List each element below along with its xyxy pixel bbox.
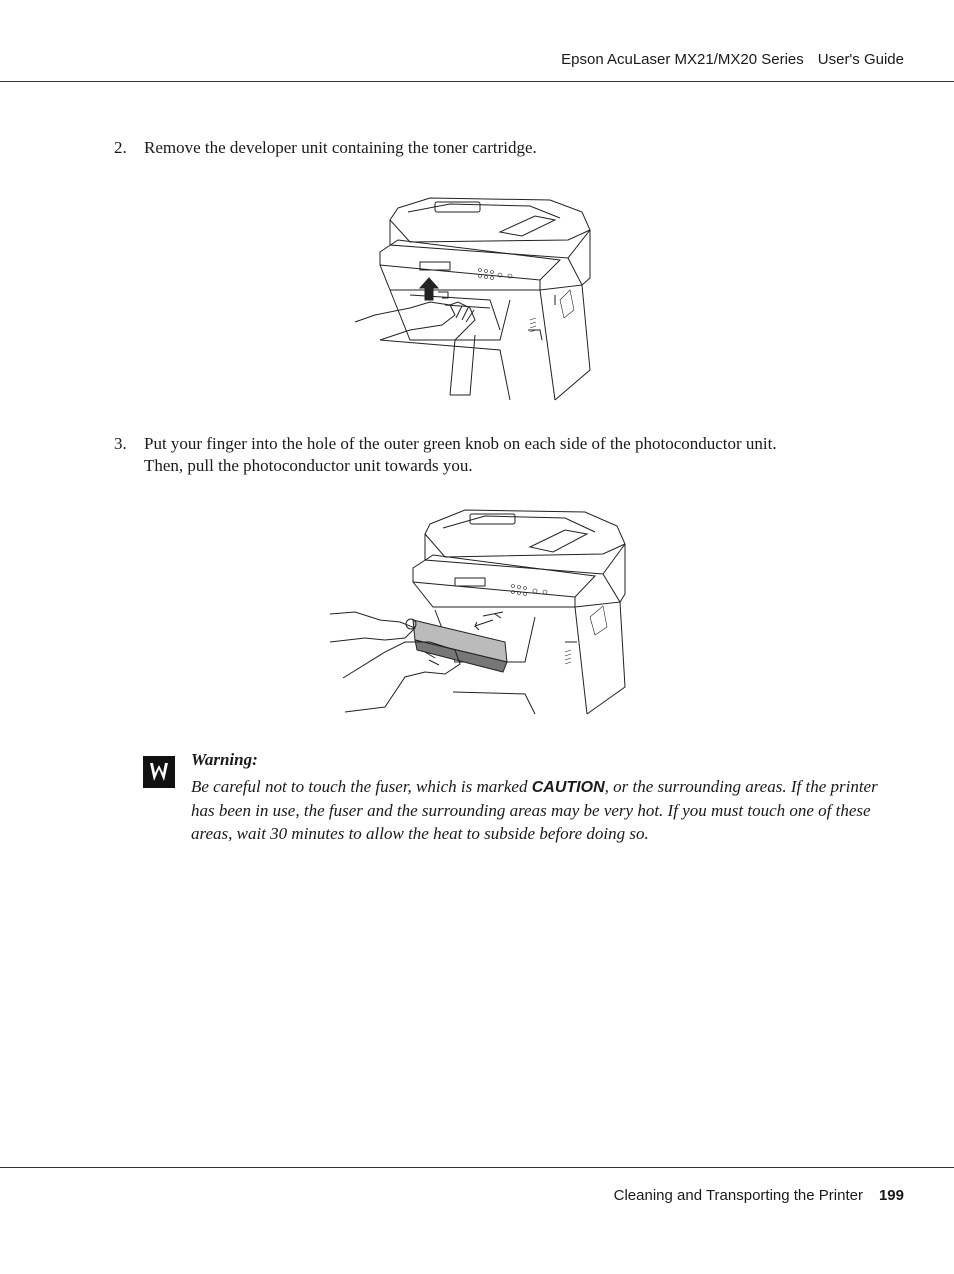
step-number: 2. — [114, 138, 127, 157]
header-text — [561, 51, 904, 68]
step-number: 3. — [114, 434, 127, 453]
warning-text-end: , or the surrounding areas. If the printer has been in use, the fuser and the surrounding areas may be very hot. If you must touch one of these areas, wait 30 minutes to allow the heat to subside before doing so. — [191, 777, 878, 843]
page-number: 199 — [878, 1187, 904, 1204]
warning-icon — [143, 756, 175, 788]
footer-section-title: Cleaning and Transporting the Printer — [613, 1187, 863, 1204]
photoconductor-unit-removal-illustration — [325, 502, 630, 720]
header-guide-title: User's Guide — [817, 51, 904, 68]
page-footer — [614, 1187, 904, 1204]
footer-rule — [0, 1167, 954, 1168]
page-header — [0, 0, 954, 82]
step-text-line-1: Put your finger into the hole of the outer green knob on each side of the photoconductor unit. — [144, 434, 777, 453]
warning-title: Warning: — [191, 750, 258, 769]
developer-unit-removal-illustration — [350, 190, 600, 405]
warning-text-start: Be careful not to touch the fuser, which is marked — [191, 777, 532, 796]
step-text — [144, 433, 777, 477]
step-text: Remove the developer unit containing the toner cartridge. — [144, 138, 537, 157]
header-product-name: Epson AcuLaser MX21/MX20 Series — [561, 51, 804, 68]
step-text-line-2: Then, pull the photoconductor unit towards you. — [144, 456, 473, 475]
warning-text — [191, 775, 891, 845]
caution-keyword: CAUTION — [531, 779, 605, 796]
